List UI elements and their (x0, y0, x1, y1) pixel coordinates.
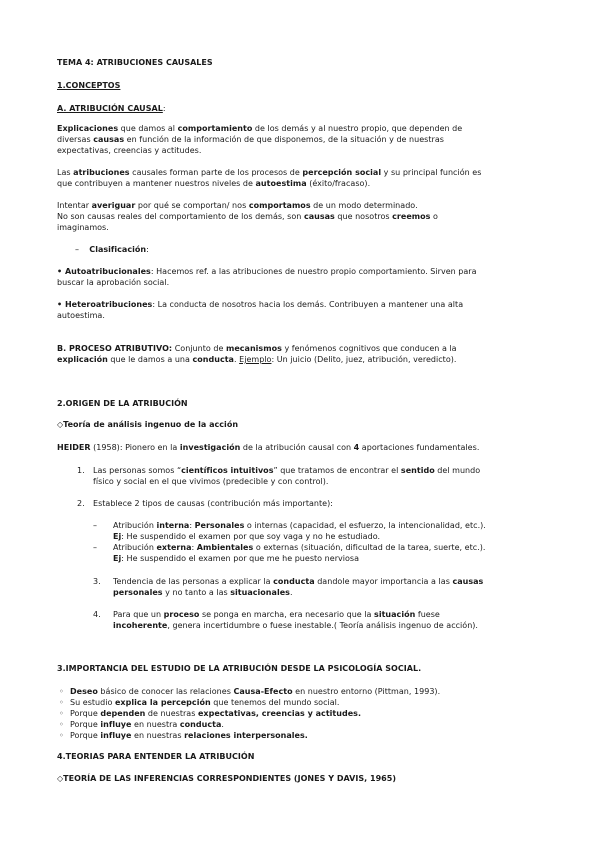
paragraph-line: imaginamos. (57, 223, 109, 232)
sublist-item: Atribución interna: Personales o internas (capacidad, el esfuerzo, la intencionalidad, etc.). (113, 521, 486, 530)
section-2-heading: 2.ORIGEN DE LA ATRIBUCIÓN (57, 399, 188, 408)
bullet-item: Su estudio explica la percepción que tenemos del mundo social. (70, 698, 340, 707)
bullet-marker: ◦ (59, 709, 64, 718)
heteroatribuciones-line: • Heteroatribuciones: La conducta de nosotros hacia los demás. Contribuyen a mantener una alta (57, 300, 464, 309)
bullet-marker: ◦ (59, 687, 64, 696)
paragraph-line: Explicaciones que damos al comportamiento de los demás y al nuestro propio, que dependen de (57, 124, 463, 133)
paragraph-line: Las atribuciones causales forman parte de los procesos de percepción social y su principal función es (57, 168, 482, 177)
paragraph-line: autoestima. (57, 311, 105, 320)
list-number: 4. (93, 610, 101, 619)
list-item: Para que un proceso se ponga en marcha, era necesario que la situación fuese (113, 610, 440, 619)
bullet-marker: ◦ (59, 698, 64, 707)
list-item-continuation: personales y no tanto a las situacionales. (113, 588, 293, 597)
section-3-heading: 3.IMPORTANCIA DEL ESTUDIO DE LA ATRIBUCIÓN DESDE LA PSICOLOGÍA SOCIAL. (57, 664, 422, 673)
sublist-example: Ej: He suspendido el examen por que me he puesto nerviosa (113, 554, 360, 563)
theory-subheading: ◇Teoría de análisis ingenuo de la acción (57, 420, 239, 429)
list-item-continuation: físico y social en el que vivimos (predecible y con control). (93, 477, 329, 486)
bullet-marker: ◦ (59, 720, 64, 729)
list-item: Establece 2 tipos de causas (contribución más importante): (93, 499, 333, 508)
dash-marker: – (93, 521, 98, 530)
document-title: TEMA 4: ATRIBUCIONES CAUSALES (57, 58, 213, 67)
bullet-item: Porque influye en nuestras relaciones interpersonales. (70, 731, 308, 740)
bullet-item: Porque influye en nuestra conducta. (70, 720, 224, 729)
list-number: 2. (77, 499, 85, 508)
bullet-marker: ◦ (59, 731, 64, 740)
paragraph-line: diversas causas en función de la información de que disponemos, de la situación y de nuestras (57, 135, 444, 144)
paragraph-line: buscar la aprobación social. (57, 278, 170, 287)
list-item: Tendencia de las personas a explicar la conducta dandole mayor importancia a las causas (113, 577, 484, 586)
bullet-item: Deseo básico de conocer las relaciones Causa-Efecto en nuestro entorno (Pittman, 1993). (70, 687, 441, 696)
section-1-heading: 1.CONCEPTOS (57, 81, 121, 90)
sublist-example: Ej: He suspendido el examen por que soy vaga y no he estudiado. (113, 532, 381, 541)
paragraph-line: explicación que le damos a una conducta. Ejemplo: Un juicio (Delito, juez, atribución, veredicto). (57, 355, 457, 364)
autoatribucionales-line: • Autoatribucionales: Hacemos ref. a las atribuciones de nuestro propio comportamiento. Sirven para (57, 267, 477, 276)
subsection-a-heading: A. ATRIBUCIÓN CAUSAL: (57, 104, 166, 113)
paragraph-line: que contribuyen a mantener nuestros niveles de autoestima (éxito/fracaso). (57, 179, 371, 188)
list-item: Las personas somos “científicos intuitivos” que tratamos de encontrar el sentido del mundo (93, 466, 481, 475)
paragraph-line: Intentar averiguar por qué se comportan/ nos comportamos de un modo determinado. (57, 201, 418, 210)
heider-line: HEIDER (1958): Pionero en la investigación de la atribución causal con 4 aportaciones fundamentales. (57, 443, 480, 452)
subsection-b-line: B. PROCESO ATRIBUTIVO: Conjunto de mecanismos y fenómenos cognitivos que conducen a la (57, 344, 457, 353)
bullet-item: Porque dependen de nuestras expectativas, creencias y actitudes. (70, 709, 362, 718)
section-4-heading: 4.TEORIAS PARA ENTENDER LA ATRIBUCIÓN (57, 752, 255, 761)
sublist-item: Atribución externa: Ambientales o externas (situación, dificultad de la tarea, suerte, etc.). (113, 543, 486, 552)
paragraph-line: expectativas, creencias y actitudes. (57, 146, 202, 155)
dash-marker: – (93, 543, 98, 552)
clasificacion-heading: – Clasificación: (75, 245, 149, 254)
paragraph-line: No son causas reales del comportamiento de los demás, son causas que nosotros creemos o (57, 212, 438, 221)
theory-subheading: ◇TEORÍA DE LAS INFERENCIAS CORRESPONDIENTES (JONES Y DAVIS, 1965) (57, 774, 397, 783)
list-number: 1. (77, 466, 85, 475)
list-item-continuation: incoherente, genera incertidumbre o fuese inestable.( Teoría análisis ingenuo de acción). (113, 621, 478, 630)
list-number: 3. (93, 577, 101, 586)
